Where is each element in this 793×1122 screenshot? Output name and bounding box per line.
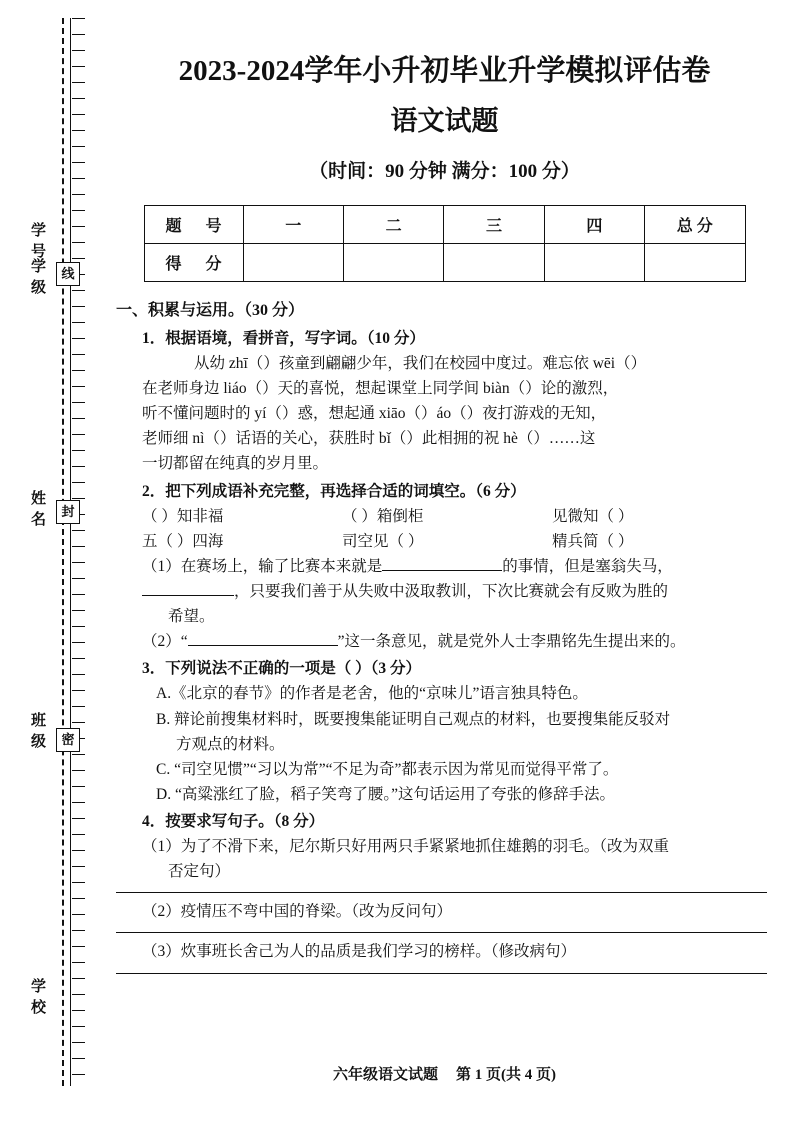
q2-s2-a: （2）“ <box>142 633 188 651</box>
score-cell-total[interactable] <box>645 244 745 282</box>
section-heading-1: 一、积累与运用。（30 分） <box>116 302 305 319</box>
question-1-line-2 <box>142 376 767 401</box>
margin-label-grade-year: 学 级 <box>29 258 45 295</box>
question-3-option-a[interactable]: A.《北京的春节》的作者是老舍，他的“京味儿”语言独具特色。 <box>156 685 588 703</box>
question-4-title: 4．按要求写句子。（8 分） <box>142 812 325 830</box>
question-3-title: 3．下列说法不正确的一项是（ ）（3 分） <box>142 660 422 678</box>
footer-page-number: 第 1 页(共 4 页) <box>456 1067 556 1083</box>
answer-blank[interactable] <box>188 645 338 646</box>
q2-s1-c: ，只要我们善于从失败中汲取教训，下次比赛就会有反败为胜的 <box>234 583 669 600</box>
exam-subtitle: （时间：90 分钟 满分：100 分） <box>309 161 580 182</box>
table-row <box>144 206 745 244</box>
q1-l2-c: ）论的激烈， <box>525 380 619 398</box>
idiom-5: 司空见（ ） <box>342 532 424 550</box>
q1-l4-a: 老师细 nì（ <box>142 430 220 448</box>
q1-l2-b: ）天的喜悦，想起课堂上同学间 biàn（ <box>262 380 526 398</box>
question-3-option-b-cont: 方观点的材料。 <box>176 735 285 753</box>
question-4-sub-2: （2）疫情压不弯中国的脊梁。（改为反问句） <box>142 903 453 921</box>
question-2-idiom-row-1 <box>142 504 767 529</box>
q1-l3-b: ）惑，想起通 xiāo（ <box>281 405 421 423</box>
answer-blank[interactable] <box>142 595 234 596</box>
q1-l4-c: ）此相拥的祝 hè（ <box>406 430 534 448</box>
q1-l1-a: 从幼 zhī（ <box>194 355 264 373</box>
tick-marks <box>72 18 86 1086</box>
question-3-option-b[interactable]: B. 辩论前搜集材料时，既要搜集能证明自己观点的材料，也要搜集能反驳对 <box>156 710 671 728</box>
answer-blank[interactable] <box>382 570 502 571</box>
exam-title-line2: 语文试题 <box>390 106 499 136</box>
q2-s2-b: ”这一条意见，就是党外人士李鼎铭先生提出来的。 <box>337 633 686 651</box>
q1-l4-d: ）……这 <box>533 430 596 448</box>
dashed-fold-line <box>62 18 64 1086</box>
question-2-title: 2．把下列成语补充完整，再选择合适的词填空。（6 分） <box>142 482 526 500</box>
q2-s1-a: （1）在赛场上，输了比赛本来就是 <box>142 557 383 575</box>
question-1-line-3 <box>142 401 767 426</box>
question-1-line-1 <box>194 351 767 376</box>
question-3-option-d[interactable]: D. “高粱涨红了脸，稻子笑弯了腰。”这句话运用了夸张的修辞手法。 <box>156 785 615 803</box>
score-cell-2[interactable] <box>343 244 443 282</box>
score-table-col-2: 二 <box>343 206 443 244</box>
score-table-row-header-number: 题 号 <box>144 206 243 244</box>
solid-fold-line <box>70 18 71 1086</box>
margin-label-class: 班 级 <box>29 712 45 749</box>
question-2-sub-1-line-3: 希望。 <box>168 608 215 626</box>
score-table-col-total: 总 分 <box>645 206 745 244</box>
answer-rule-line-1[interactable] <box>116 892 767 893</box>
question-4-sub-1-line-1: （1）为了不滑下来，尼尔斯只好用两只手紧紧地抓住雄鹅的羽毛。（改为双重 <box>142 838 670 856</box>
table-row <box>144 244 745 282</box>
idiom-6: 精兵简（ ） <box>552 532 634 550</box>
q1-l3-d: ）夜打游戏的无知， <box>466 405 607 423</box>
page-footer <box>96 1063 793 1084</box>
margin-label-name: 姓 名 <box>29 490 45 527</box>
question-2-sub-1-line-2 <box>142 579 767 604</box>
question-4-sub-1-line-2: 否定句） <box>168 863 231 881</box>
question-4-sub-3: （3）炊事班长舍己为人的品质是我们学习的榜样。（修改病句） <box>142 943 577 961</box>
idiom-1: （ ）知非福 <box>142 507 224 525</box>
seal-char-1: 线 <box>56 262 80 286</box>
q1-l1-b: ）孩童到翩翩少年，我们在校园中度过。难忘依 wēi（ <box>263 355 631 373</box>
binding-margin <box>0 0 96 1122</box>
q1-l2-a: 在老师身边 liáo（ <box>142 380 263 398</box>
exam-content <box>116 298 767 974</box>
idiom-4: 五（ ）四海 <box>142 532 224 550</box>
q1-l1-c: ） <box>630 355 647 373</box>
margin-label-student-id: 学 号 <box>29 222 45 259</box>
question-3-option-c[interactable]: C. “司空见惯”“习以为常”“不足为奇”都表示因为常见而觉得平常了。 <box>156 760 619 778</box>
idiom-3: 见微知（ ） <box>552 507 634 525</box>
q2-s1-b: 的事情，但是塞翁失马， <box>502 557 673 575</box>
question-2-idiom-row-2 <box>142 529 767 554</box>
seal-char-2: 封 <box>56 500 80 524</box>
exam-page <box>96 0 793 1122</box>
q1-l3-a: 听不懂问题时的 yí（ <box>142 405 282 423</box>
question-1-line-5: 一切都留在纯真的岁月里。 <box>142 455 329 473</box>
score-table-col-4: 四 <box>544 206 644 244</box>
margin-label-school: 学 校 <box>29 978 45 1015</box>
question-1-title: 1．根据语境，看拼音，写字词。（10 分） <box>142 329 425 347</box>
score-table-row-header-score: 得 分 <box>144 244 243 282</box>
score-cell-3[interactable] <box>444 244 544 282</box>
score-cell-1[interactable] <box>243 244 343 282</box>
question-2-sub-2 <box>142 629 767 654</box>
idiom-2: （ ）箱倒柜 <box>342 507 424 525</box>
exam-title-line1: 2023-2024学年小升初毕业升学模拟评估卷 <box>178 55 711 87</box>
answer-rule-line-2[interactable] <box>116 932 767 933</box>
score-table <box>144 205 746 282</box>
question-1-line-4 <box>142 426 767 451</box>
q1-l3-c: ）áo（ <box>421 405 467 423</box>
question-2-sub-1-line-1 <box>142 554 767 579</box>
score-cell-4[interactable] <box>544 244 644 282</box>
answer-rule-line-3[interactable] <box>116 973 767 974</box>
score-table-col-3: 三 <box>444 206 544 244</box>
score-table-col-1: 一 <box>243 206 343 244</box>
footer-subject: 六年级语文试题 <box>332 1067 438 1083</box>
seal-char-3: 密 <box>56 728 80 752</box>
q1-l4-b: ）话语的关心，获胜时 bǐ（ <box>219 430 407 448</box>
